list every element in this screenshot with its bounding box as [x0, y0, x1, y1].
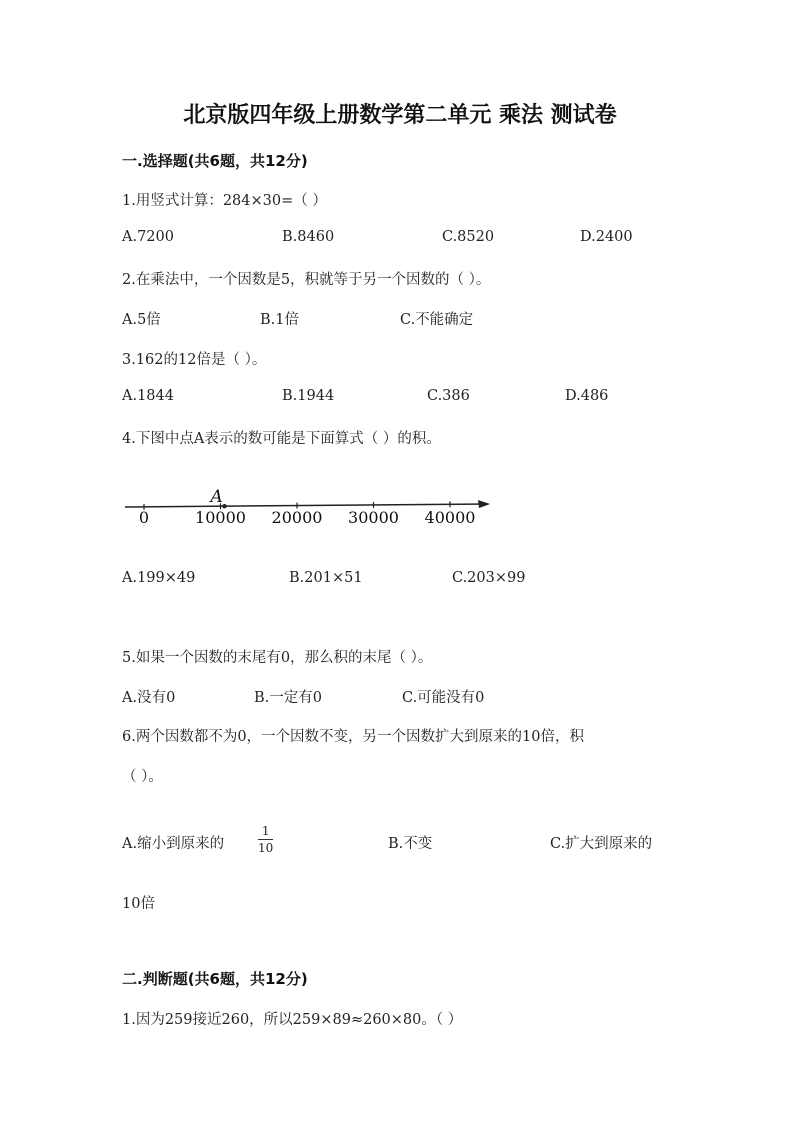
number-line-arrowhead — [478, 500, 490, 508]
number-line-tick-label: 30000 — [348, 508, 399, 527]
question-5: 5.如果一个因数的末尾有0，那么积的末尾（ ）。 — [122, 650, 433, 666]
number-line-tick-label: 10000 — [195, 508, 246, 527]
q4-option-c: C.203×99 — [452, 570, 526, 586]
q4-option-a: A.199×49 — [122, 570, 196, 586]
q3-option-d: D.486 — [565, 388, 609, 404]
q1-option-c: C.8520 — [442, 229, 495, 245]
number-line-labels — [139, 508, 476, 527]
question-3: 3.162的12倍是（ ）。 — [122, 352, 267, 368]
number-line-tick-label: 40000 — [424, 508, 476, 527]
q6-option-c: C.扩大到原来的 — [550, 836, 653, 852]
number-line-tick-label: 0 — [138, 508, 150, 527]
q3-option-b: B.1944 — [282, 388, 335, 404]
fraction-denominator: 10 — [258, 841, 274, 855]
question-1: 1.用竖式计算：284×30=（ ） — [122, 193, 327, 209]
q5-option-b: B.一定有0 — [254, 690, 322, 706]
q5-option-a: A.没有0 — [122, 690, 176, 706]
fraction-numerator: 1 — [261, 824, 270, 838]
point-a-marker — [222, 504, 226, 508]
section-heading-judgement: 二.判断题(共6题，共12分) — [122, 970, 308, 988]
q6-option-a: A.缩小到原来的 — [122, 836, 225, 852]
q3-option-a: A.1844 — [122, 388, 174, 404]
number-line-tick-label: 20000 — [271, 508, 323, 527]
question-2: 2.在乘法中，一个因数是5，积就等于另一个因数的（ ）。 — [122, 272, 491, 288]
q1-option-b: B.8460 — [282, 229, 335, 245]
number-line-figure — [120, 485, 500, 530]
page-title: 北京版四年级上册数学第二单元 乘法 测试卷 — [183, 103, 617, 128]
number-line-axis — [125, 504, 488, 507]
question-4: 4.下图中点A表示的数可能是下面算式（ ）的积。 — [122, 431, 441, 447]
q5-option-c: C.可能没有0 — [402, 690, 485, 706]
q4-option-b: B.201×51 — [289, 570, 363, 586]
question-6-line-2: （ ）。 — [122, 769, 163, 785]
q3-option-c: C.386 — [427, 388, 470, 404]
q6-fraction-one-tenth — [258, 824, 273, 855]
judgement-question-1: 1.因为259接近260，所以259×89≈260×80。（ ） — [122, 1012, 463, 1028]
question-6-line-1: 6.两个因数都不为0，一个因数不变，另一个因数扩大到原来的10倍，积 — [122, 729, 585, 745]
q2-option-c: C.不能确定 — [400, 312, 474, 328]
point-a-label: A — [210, 487, 223, 508]
q6-option-c-continued: 10倍 — [122, 896, 155, 912]
q2-option-a: A.5倍 — [122, 312, 161, 328]
q2-option-b: B.1倍 — [260, 312, 299, 328]
q1-option-a: A.7200 — [122, 229, 174, 245]
q6-option-b: B.不变 — [388, 836, 433, 852]
section-heading-choice: 一.选择题(共6题，共12分) — [122, 152, 308, 170]
q1-option-d: D.2400 — [580, 229, 633, 245]
